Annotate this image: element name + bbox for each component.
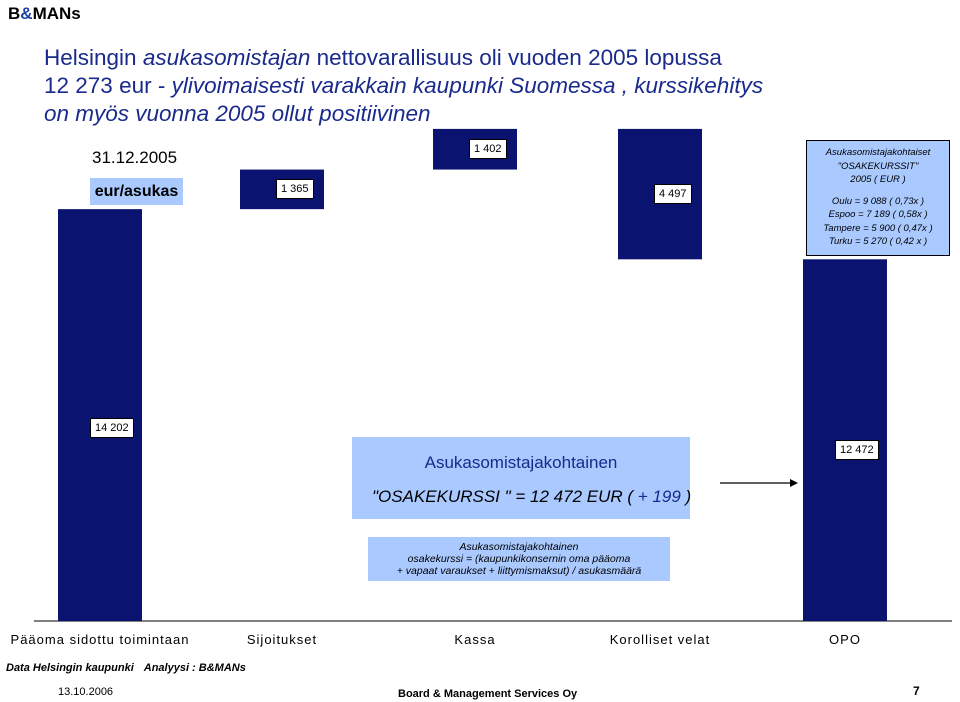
unit-label: eur/asukas [90, 178, 183, 205]
info-row: Tampere = 5 900 ( 0,47x ) [823, 222, 933, 234]
page-number: 7 [913, 684, 920, 698]
data-label: 4 497 [654, 184, 692, 204]
footer-company: Board & Management Services Oy [398, 688, 578, 700]
footer-date: 13.10.2006 [58, 686, 114, 698]
data-label: 1 365 [276, 179, 314, 199]
date-label: 31.12.2005 [92, 148, 178, 167]
category-label: Sijoitukset [246, 632, 318, 647]
city-share-price-box: Asukasomistajakohtaiset "OSAKEKURSSIT" 2005 ( EUR ) Oulu = 9 088 ( 0,73x ) Espoo = 7 189 ( 0,58x ) Tampere = 5 900 ( 0,47x ) Turku = 5 270 ( 0,42 x ) [806, 140, 950, 256]
data-label: 1 402 [469, 139, 507, 159]
formula-box: Asukasomistajakohtainen osakekurssi = (kaupunkikonsernin oma pääoma + vapaat varaukset + liittymismaksut) / asukasmäärä [368, 537, 670, 581]
category-label: Pääoma sidottu toimintaan [10, 632, 190, 647]
share-price-box: Asukasomistajakohtainen "OSAKEKURSSI " = 12 472 EUR ( + 199 ) [352, 437, 690, 519]
data-label: 14 202 [90, 418, 134, 438]
category-label: Korolliset velat [609, 632, 711, 647]
data-label: 12 472 [835, 440, 879, 460]
info-row: Turku = 5 270 ( 0,42 x ) [828, 236, 928, 247]
brand-logo: B&MANs [8, 4, 81, 23]
footer-source: Data Helsingin kaupunki Analyysi : B&MANs [6, 662, 246, 674]
bar-0 [58, 209, 142, 621]
category-label: OPO [829, 632, 861, 647]
category-labels [0, 632, 960, 646]
info-row: Espoo = 7 189 ( 0,58x ) [828, 209, 928, 220]
category-label: Kassa [454, 632, 496, 647]
arrow-head [790, 479, 798, 487]
info-row: Oulu = 9 088 ( 0,73x ) [831, 195, 925, 207]
page-title: Helsingin asukasomistajan nettovarallisuus oli vuoden 2005 lopussa 12 273 eur - ylivoimaisesti varakkain kaupunki Suomessa , kurssikehitys on myös vuonna 2005 ollut positiivinen [44, 45, 764, 126]
